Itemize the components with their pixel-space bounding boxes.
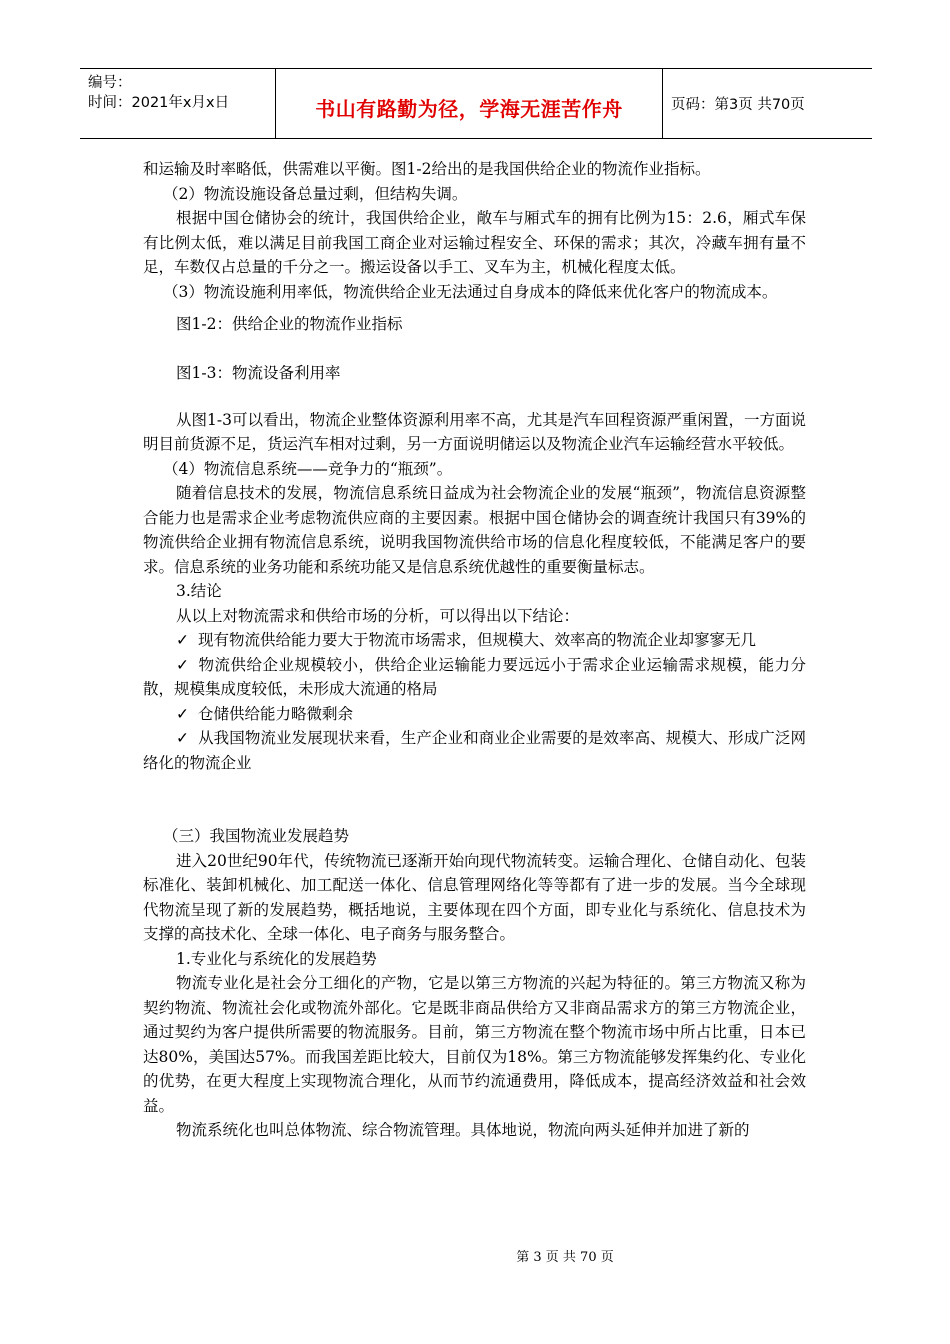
- conclusion-item: [143, 702, 806, 727]
- page-header: [80, 68, 872, 139]
- document-number-label: 编号：: [88, 75, 132, 91]
- check-icon: ✓: [176, 655, 189, 674]
- page-footer: 第 3 页 共 70 页: [516, 1250, 614, 1265]
- check-icon: ✓: [176, 704, 189, 723]
- conclusion-text: 物流供给企业规模较小，供给企业运输能力要远远小于需求企业运输需求规模，能力分散，规模集成度较低，未形成大流通的格局: [143, 655, 806, 698]
- header-motto-cell: [276, 69, 663, 138]
- paragraph: 物流专业化是社会分工细化的产物，它是以第三方物流的兴起为特征的。第三方物流又称为契约物流、物流社会化或物流外部化。它是既非商品供给方又非商品需求方的第三方物流企业，通过契约为客户提供所需要的物流服务。目前，第三方物流在整个物流市场中所占比重，日本已达80%，美国达57%。而我国差距比较大，目前仅为18%。第三方物流能够发挥集约化、专业化的优势，在更大程度上实现物流合理化，从而节约流通费用，降低成本，提高经济效益和社会效益。: [143, 974, 806, 1115]
- header-left-cell: [80, 69, 276, 138]
- paragraph: 从图1-3可以看出，物流企业整体资源利用率不高，尤其是汽车回程资源严重闲置，一方面说明目前货源不足，货运汽车相对过剩，另一方面说明储运以及物流企业汽车运输经营水平较低。: [143, 410, 806, 453]
- header-page-info: 页码：第3页 共70页: [671, 97, 805, 113]
- header-motto: 书山有路勤为径，学海无涯苦作舟: [315, 97, 623, 121]
- conclusion-item: [143, 653, 806, 702]
- paragraph: 物流系统化也叫总体物流、综合物流管理。具体地说，物流向两头延伸并加进了新的: [176, 1121, 750, 1139]
- check-icon: ✓: [176, 631, 189, 649]
- spacer: [143, 775, 806, 824]
- subsection-heading: 1.专业化与系统化的发展趋势: [176, 949, 377, 968]
- document-date: 时间：2021年x月x日: [88, 95, 230, 111]
- conclusion-item: [143, 628, 806, 653]
- paragraph: 根据中国仓储协会的统计，我国供给企业，敞车与厢式车的拥有比例为15：2.6，厢式车保有比例太低，难以满足目前我国工商企业对运输过程安全、环保的需求；其次，冷藏车拥有量不足，车数仅占总量的千分之一。搬运设备以手工、叉车为主，机械化程度太低。: [143, 209, 806, 276]
- section-heading: 3.结论: [176, 582, 222, 600]
- check-icon: ✓: [176, 729, 189, 747]
- subheading: （3）物流设施利用率低，物流供给企业无法通过自身成本的降低来优化客户的物流成本。: [163, 282, 778, 301]
- figure-caption: 图1-2：供给企业的物流作业指标: [176, 315, 403, 333]
- paragraph: 进入20世纪90年代，传统物流已逐渐开始向现代物流转变。运输合理化、仓储自动化、包装标准化、装卸机械化、加工配送一体化、信息管理网络化等等都有了进一步的发展。当今全球现代物流呈现了新的发展趋势，概括地说，主要体现在四个方面，即专业化与系统化、信息技术为支撑的高技术化、全球一体化、电子商务与服务整合。: [143, 851, 806, 943]
- paragraph: 随着信息技术的发展，物流信息系统日益成为社会物流企业的发展“瓶颈”，物流信息资源整合能力也是需求企业考虑物流供应商的主要因素。根据中国仓储协会的调查统计我国只有39%的物流供给企业拥有物流信息系统，说明我国物流供给市场的信息化程度较低，不能满足客户的要求。信息系统的业务功能和系统功能又是信息系统优越性的重要衡量标志。: [143, 484, 806, 576]
- figure-placeholder: [143, 386, 806, 408]
- document-body: [143, 157, 806, 1143]
- subheading: （2）物流设施设备总量过剩，但结构失调。: [163, 184, 468, 203]
- paragraph: 从以上对物流需求和供给市场的分析，可以得出以下结论：: [176, 606, 580, 625]
- figure-caption: 图1-3：物流设备利用率: [176, 364, 341, 382]
- paragraph: 和运输及时率略低，供需难以平衡。图1-2给出的是我国供给企业的物流作业指标。: [143, 160, 711, 178]
- conclusion-item: [143, 726, 806, 775]
- header-right-cell: [663, 69, 872, 138]
- subheading: （4）物流信息系统——竞争力的“瓶颈”。: [163, 459, 453, 478]
- section-heading: （三）我国物流业发展趋势: [163, 827, 350, 845]
- conclusion-text: 现有物流供给能力要大于物流市场需求，但规模大、效率高的物流企业却寥寥无几: [198, 631, 757, 649]
- conclusion-text: 仓储供给能力略微剩余: [198, 704, 354, 723]
- figure-placeholder: [143, 337, 806, 362]
- conclusion-text: 从我国物流业发展现状来看，生产企业和商业企业需要的是效率高、规模大、形成广泛网络化的物流企业: [143, 729, 806, 772]
